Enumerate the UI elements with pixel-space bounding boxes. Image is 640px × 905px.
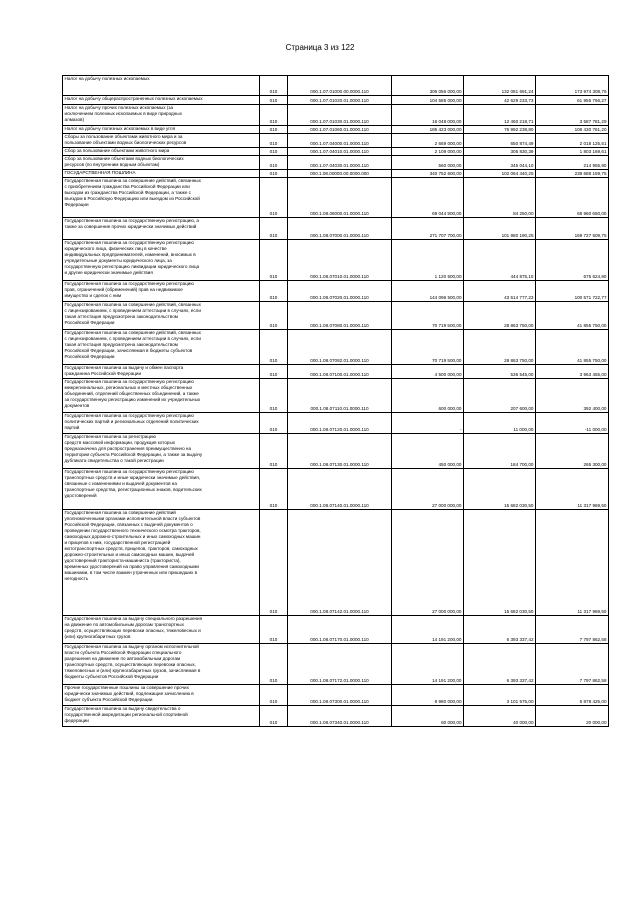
row-name-cell: Налог на добычу полезных ископаемых в виде угля [63,126,260,134]
row-remaining-amount-cell: 265 300,00 [536,434,609,469]
row-executed-amount-cell: 28 863 750,00 [464,330,536,365]
row-remaining-amount-cell: 7 797 862,58 [536,616,609,644]
row-executed-amount-cell: 76 992 238,80 [464,126,536,134]
row-admin-code-cell: 010 [260,218,288,240]
row-remaining-amount-cell: 61 955 766,27 [536,96,609,105]
row-remaining-amount-cell: 41 855 750,00 [536,302,609,330]
row-remaining-amount-cell: 41 855 750,00 [536,330,609,365]
row-admin-code-cell: 010 [260,134,288,148]
table-row [63,178,609,218]
row-executed-amount-cell: 184 700,00 [464,434,536,469]
table-row [63,469,609,510]
row-executed-amount-cell: 84 250,00 [464,178,536,218]
row-name-cell: Налог на добычу прочих полезных ископаемых (за исключением полезных ископаемых в виде природных алмазов) [63,105,260,126]
row-name-cell: Государственная пошлина за совершение действий уполномоченными органами исполнительной власти субъектов Российской Федерации, связанных с выдачей документов о проведении государственного технического осмотра тракторов, самоходных дорожно-строительных и иных самоходных машин и прицепов к ним, государственной регистрацией мототранспортных средств, прицепов, тракторов, самоходных дорожно-строительных и иных самоходных машин, выдачей удостоверений тракториста-машиниста (тракториста), временных удостоверений на право управления самоходными машинами, в том числе взамен утраченных или пришедших в негодность [63,510,260,616]
row-planned-amount-cell: 4 500 000,00 [392,365,464,379]
row-budget-code-cell: 000.1.08.06000.01.0000.110 [288,178,392,218]
row-admin-code-cell: 010 [260,148,288,156]
row-name-cell: Прочие государственные пошлины за совершение прочих юридически значимых действий, подлежащие зачислению в бюджет субъекта Российской Федерации [63,685,260,706]
row-admin-code-cell: 010 [260,330,288,365]
revenue-table-body [63,76,609,727]
row-planned-amount-cell: 14 191 200,00 [392,644,464,685]
table-row [63,302,609,330]
row-remaining-amount-cell: 238 688 159,75 [536,170,609,178]
table-row [63,105,609,126]
row-admin-code-cell: 010 [260,240,288,281]
row-admin-code-cell: 010 [260,96,288,105]
table-row [63,96,609,105]
row-planned-amount-cell: 271 707 700,00 [392,218,464,240]
table-row [63,510,609,616]
row-remaining-amount-cell: 108 430 761,20 [536,126,609,134]
row-planned-amount-cell: 600 000,00 [392,379,464,413]
row-executed-amount-cell: 345 044,10 [464,156,536,170]
row-name-cell: Налог на добычу полезных ископаемых [63,76,260,96]
row-budget-code-cell: 000.1.07.01020.01.0000.110 [288,96,392,105]
row-remaining-amount-cell: 169 727 509,75 [536,218,609,240]
row-executed-amount-cell: 102 064 440,25 [464,170,536,178]
row-budget-code-cell: 000.1.08.07110.01.0000.110 [288,379,392,413]
row-planned-amount-cell: - [392,413,464,434]
row-executed-amount-cell: 101 980 190,25 [464,218,536,240]
row-executed-amount-cell: 536 545,00 [464,365,536,379]
row-name-cell: Государственная пошлина за регистрацию средств массовой информации, продукция которых предназначена для распространения преимущественно на территории субъекта Российской Федерации, а также за выдачу дубликата свидетельства о такой регистрации [63,434,260,469]
row-remaining-amount-cell: 392 400,00 [536,379,609,413]
row-name-cell: Государственная пошлина за выдачу и обмен паспорта гражданина Российской Федерации [63,365,260,379]
row-planned-amount-cell: 27 000 000,00 [392,510,464,616]
row-name-cell: Государственная пошлина за выдачу свидетельства о государственной аккредитации региональной спортивной федерации [63,706,260,727]
row-budget-code-cell: 000.1.08.07340.01.0000.110 [288,706,392,727]
row-admin-code-cell: 010 [260,76,288,96]
table-row [63,148,609,156]
row-remaining-amount-cell: 5 878 425,00 [536,685,609,706]
row-budget-code-cell: 000.1.08.07100.01.0000.110 [288,365,392,379]
table-row [63,644,609,685]
row-admin-code-cell: 010 [260,510,288,616]
row-admin-code-cell: 010 [260,644,288,685]
row-remaining-amount-cell: 2 018 125,51 [536,134,609,148]
row-admin-code-cell: 010 [260,302,288,330]
row-budget-code-cell: 000.1.08.07142.01.0000.110 [288,510,392,616]
row-name-cell: Государственная пошлина за государственную регистрацию прав, ограничений (обременений) прав на недвижимое имущество и сделок с ним [63,281,260,302]
row-executed-amount-cell: 305 830,39 [464,148,536,156]
table-row [63,616,609,644]
table-row [63,434,609,469]
row-planned-amount-cell: 185 423 000,00 [392,126,464,134]
row-budget-code-cell: 000.1.08.07000.01.0000.110 [288,218,392,240]
row-executed-amount-cell: 42 629 233,73 [464,96,536,105]
row-name-cell: Государственная пошлина за государственную регистрацию межрегиональных, региональных и местных общественных объединений, отделений общественных объединений, а также за государственную регистрацию изменений их учредительных документов [63,379,260,413]
row-admin-code-cell: 010 [260,413,288,434]
row-planned-amount-cell: 306 056 000,00 [392,76,464,96]
row-budget-code-cell: 000.1.07.01060.01.0000.110 [288,126,392,134]
row-budget-code-cell: 000.1.07.04030.01.0000.110 [288,156,392,170]
row-budget-code-cell: 000.1.08.07130.01.0000.110 [288,434,392,469]
table-row [63,134,609,148]
row-remaining-amount-cell: 20 000,00 [536,706,609,727]
row-planned-amount-cell: 1 120 500,00 [392,240,464,281]
row-executed-amount-cell: 207 600,00 [464,379,536,413]
row-remaining-amount-cell: 214 955,90 [536,156,609,170]
table-row [63,413,609,434]
row-budget-code-cell: 000.1.08.00000.00.0000.000 [288,170,392,178]
table-row [63,281,609,302]
row-name-cell: Налог на добычу общераспространенных полезных ископаемых [63,96,260,105]
row-planned-amount-cell: 69 044 900,00 [392,178,464,218]
row-budget-code-cell: 000.1.07.01000.00.0000.110 [288,76,392,96]
row-admin-code-cell: 010 [260,434,288,469]
row-name-cell: Государственная пошлина за государственную регистрацию юридического лица, физических лиц в качестве индивидуальных предпринимателей, изменений, вносимых в учредительные документы юридического лица, за государственную регистрацию ликвидации юридического лица и другие юридически значимые действия [63,240,260,281]
row-planned-amount-cell: 8 980 000,00 [392,685,464,706]
row-name-cell: Государственная пошлина за выдачу специального разрешения на движение по автомобильным дорогам транспортных средств, осуществляющих перевозки опасных, тяжеловесных и (или) крупногабаритных грузов [63,616,260,644]
table-row [63,330,609,365]
table-row [63,218,609,240]
row-planned-amount-cell: 16 048 000,00 [392,105,464,126]
row-budget-code-cell: 000.1.08.07080.01.0000.110 [288,302,392,330]
row-name-cell: Государственная пошлина за государственную регистрацию, а также за совершение прочих юридически значимых действий [63,218,260,240]
row-planned-amount-cell: 2 669 000,00 [392,134,464,148]
row-executed-amount-cell: 43 514 777,23 [464,281,536,302]
row-budget-code-cell: 000.1.07.04000.01.0000.110 [288,134,392,148]
row-remaining-amount-cell: 100 571 722,77 [536,281,609,302]
row-planned-amount-cell: 560 000,00 [392,156,464,170]
row-executed-amount-cell: 12 460 218,71 [464,105,536,126]
row-admin-code-cell: 010 [260,156,288,170]
row-budget-code-cell: 000.1.08.07020.01.0000.110 [288,281,392,302]
row-remaining-amount-cell: 173 974 308,76 [536,76,609,96]
table-row [63,126,609,134]
table-row [63,76,609,96]
row-admin-code-cell: 010 [260,685,288,706]
row-admin-code-cell: 010 [260,706,288,727]
row-budget-code-cell: 000.1.08.07140.01.0000.110 [288,469,392,510]
row-admin-code-cell: 010 [260,126,288,134]
row-name-cell: Сборы за пользование объектами животного мира и за пользование объектами водных биологических ресурсов [63,134,260,148]
row-planned-amount-cell: 144 096 500,00 [392,281,464,302]
row-name-cell: Государственная пошлина за совершение действий, связанных с приобретением гражданства Российской Федерации или выходом из гражданства Российской Федерации, а также с въездом в Российскую Федерацию или выездом из Российской Федерации [63,178,260,218]
row-admin-code-cell: 010 [260,281,288,302]
row-executed-amount-cell: 11 000,00 [464,413,536,434]
row-admin-code-cell: 010 [260,365,288,379]
row-name-cell: Государственная пошлина за выдачу органом исполнительной власти субъекта Российской Федерации специального разрешения на движение по автомобильным дорогам транспортных средств, осуществляющих перевозки опасных, тяжеловесных и (или) крупногабаритных грузов, зачисляемая в бюджеты субъектов Российской Федерации [63,644,260,685]
row-executed-amount-cell: 6 393 337,42 [464,616,536,644]
row-executed-amount-cell: 15 682 030,50 [464,510,536,616]
row-remaining-amount-cell: 3 963 455,00 [536,365,609,379]
row-planned-amount-cell: 27 000 000,00 [392,469,464,510]
row-planned-amount-cell: 70 719 500,00 [392,302,464,330]
row-planned-amount-cell: 14 191 200,00 [392,616,464,644]
revenue-table [62,75,609,727]
table-row [63,240,609,281]
row-remaining-amount-cell: 675 624,90 [536,240,609,281]
row-executed-amount-cell: 132 081 691,24 [464,76,536,96]
row-admin-code-cell: 010 [260,105,288,126]
row-planned-amount-cell: 2 109 000,00 [392,148,464,156]
row-executed-amount-cell: 15 682 030,50 [464,469,536,510]
row-remaining-amount-cell: -11 000,00 [536,413,609,434]
page-header: Страница 3 из 122 [285,43,355,52]
row-admin-code-cell: 010 [260,616,288,644]
row-name-cell: Государственная пошлина за совершение действий, связанных с лицензированием, с проведением аттестации в случаях, если такая аттестация предусмотрена законодательством Российской Федерации [63,302,260,330]
table-row [63,685,609,706]
row-budget-code-cell: 000.1.08.07170.01.0000.110 [288,616,392,644]
row-planned-amount-cell: 104 585 000,00 [392,96,464,105]
row-executed-amount-cell: 650 874,49 [464,134,536,148]
row-name-cell: Государственная пошлина за государственную регистрацию транспортных средств и иные юридически значимые действия, связанные с изменениями и выдачей документов на транспортные средства, регистрационных знаков, водительских удостоверений [63,469,260,510]
row-planned-amount-cell: 70 719 500,00 [392,330,464,365]
row-admin-code-cell: 010 [260,170,288,178]
row-executed-amount-cell: 40 000,00 [464,706,536,727]
row-budget-code-cell: 000.1.08.07172.01.0000.110 [288,644,392,685]
row-name-cell: ГОСУДАРСТВЕННАЯ ПОШЛИНА [63,170,260,178]
row-budget-code-cell: 000.1.08.07082.01.0000.110 [288,330,392,365]
row-budget-code-cell: 000.1.07.01030.01.0000.110 [288,105,392,126]
table-row [63,379,609,413]
row-name-cell: Сбор за пользование объектами животного мира [63,148,260,156]
row-budget-code-cell: 000.1.08.07300.01.0000.110 [288,685,392,706]
row-planned-amount-cell: 340 752 600,00 [392,170,464,178]
row-remaining-amount-cell: 68 960 650,00 [536,178,609,218]
row-admin-code-cell: 010 [260,379,288,413]
row-budget-code-cell: 000.1.08.07010.01.0000.110 [288,240,392,281]
row-executed-amount-cell: 444 875,10 [464,240,536,281]
row-remaining-amount-cell: 11 317 969,50 [536,469,609,510]
row-remaining-amount-cell: 3 587 781,29 [536,105,609,126]
table-row [63,706,609,727]
row-name-cell: Государственная пошлина за государственную регистрацию политических партий и региональных отделений политических партий [63,413,260,434]
row-executed-amount-cell: 28 863 750,00 [464,302,536,330]
row-admin-code-cell: 010 [260,469,288,510]
row-budget-code-cell: 000.1.08.07120.01.0000.110 [288,413,392,434]
row-remaining-amount-cell: 1 803 169,61 [536,148,609,156]
table-row [63,365,609,379]
row-executed-amount-cell: 3 101 575,00 [464,685,536,706]
row-remaining-amount-cell: 7 797 862,58 [536,644,609,685]
table-row [63,156,609,170]
row-executed-amount-cell: 6 393 337,42 [464,644,536,685]
row-admin-code-cell: 010 [260,178,288,218]
table-row [63,170,609,178]
row-name-cell: Сбор за пользование объектами водных биологических ресурсов (по внутренним водным объектам) [63,156,260,170]
row-name-cell: Государственная пошлина за совершение действий, связанных с лицензированием, с проведением аттестации в случаях, если такая аттестация предусмотрена законодательством Российской Федерации, зачисляемая в бюджеты субъектов Российской Федерации [63,330,260,365]
row-budget-code-cell: 000.1.07.04010.01.0000.110 [288,148,392,156]
row-planned-amount-cell: 450 000,00 [392,434,464,469]
row-remaining-amount-cell: 11 317 969,50 [536,510,609,616]
row-planned-amount-cell: 60 000,00 [392,706,464,727]
